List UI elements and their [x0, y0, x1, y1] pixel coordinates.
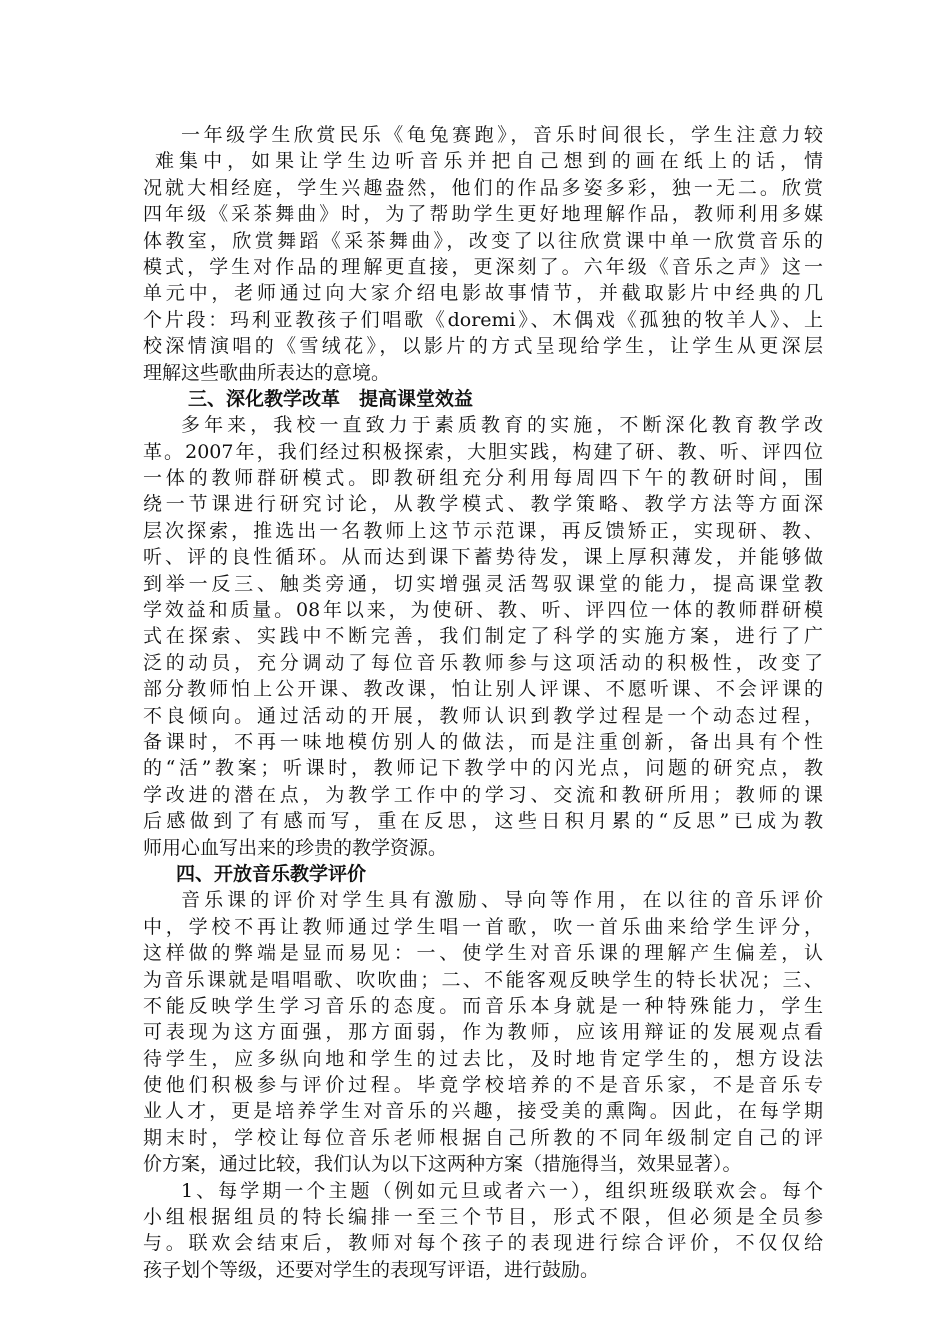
paragraph-line: 师用心血写出来的珍贵的教学资源。 [143, 836, 448, 859]
paragraph-4 [143, 1178, 823, 1284]
paragraph-line: 难集中，如果让学生边听音乐并把自己想到的画在纸上的话，情 [155, 150, 823, 173]
document-body [143, 122, 823, 1283]
paragraph-line: 使他们积极参与评价过程。毕竟学校培养的不是音乐家，不是音乐专 [143, 1074, 823, 1097]
paragraph-line: 校深情演唱的《雪绒花》，以影片的方式呈现给学生，让学生从更深层 [143, 335, 823, 358]
paragraph-line: 孩子划个等级，还要对学生的表现写评语，进行鼓励。 [143, 1258, 600, 1281]
paragraph-line: 多年来，我校一直致力于素质教育的实施，不断深化教育教学改 [181, 414, 823, 437]
paragraph-line: 学效益和质量。08年以来，为使研、教、听、评四位一体的教师群研模 [143, 599, 823, 622]
paragraph-line: 期末时，学校让每位音乐老师根据自己所教的不同年级制定自己的评 [143, 1126, 823, 1149]
paragraph-line: 备课时，不再一味地模仿别人的做法，而是注重创新，备出具有个性 [143, 730, 823, 753]
paragraph-line: 听、评的良性循环。从而达到课下蓄势待发，课上厚积薄发，并能够做 [143, 546, 823, 569]
paragraph-2 [143, 412, 823, 861]
paragraph-line: 式在探索、实践中不断完善，我们制定了科学的实施方案，进行了广 [143, 625, 823, 648]
paragraph-line: 个片段：玛利亚教孩子们唱歌《doremi》、木偶戏《孤独的牧羊人》、上 [143, 308, 823, 331]
paragraph-line: 可表现为这方面强，那方面弱，作为教师，应该用辩证的发展观点看 [143, 1021, 823, 1044]
paragraph-line: 体教室，欣赏舞蹈《采茶舞曲》，改变了以往欣赏课中单一欣赏音乐的 [143, 229, 823, 252]
paragraph-line: 待学生，应多纵向地和学生的过去比，及时地肯定学生的，想方设法 [143, 1047, 823, 1070]
paragraph-line: 一体的教师群研模式。即教研组充分利用每周四下午的教研时间，围 [143, 467, 823, 490]
paragraph-line: 不良倾向。通过活动的开展，教师认识到教学过程是一个动态过程， [143, 704, 823, 727]
paragraph-line: 这样做的弊端是显而易见：一、使学生对音乐课的理解产生偏差，认 [143, 942, 823, 965]
paragraph-line: 到举一反三、触类旁通，切实增强灵活驾驭课堂的能力，提高课堂教 [143, 572, 823, 595]
paragraph-line: 中，学校不再让教师通过学生唱一首歌，吹一首乐曲来给学生评分， [143, 915, 823, 938]
paragraph-1 [143, 122, 823, 386]
paragraph-line: 部分教师怕上公开课、教改课，怕让别人评课、不愿听课、不会评课的 [143, 678, 823, 701]
paragraph-line: 层次探索，推选出一名教师上这节示范课，再反馈矫正，实现研、教、 [143, 519, 823, 542]
paragraph-line: 小组根据组员的特长编排一至三个节目，形式不限，但必须是全员参 [143, 1206, 823, 1229]
paragraph-line: 与。联欢会结束后，教师对每个孩子的表现进行综合评价，不仅仅给 [143, 1232, 823, 1255]
paragraph-line: 理解这些歌曲所表达的意境。 [143, 361, 391, 384]
paragraph-line: 绕一节课进行研究讨论，从教学模式、教学策略、教学方法等方面深 [143, 493, 823, 516]
paragraph-line: 的“活”教案；听课时，教师记下教学中的闪光点，问题的研究点，教 [143, 757, 823, 780]
paragraph-3 [143, 887, 823, 1177]
paragraph-line: 音乐课的评价对学生具有激励、导向等作用，在以往的音乐评价 [181, 889, 823, 912]
paragraph-line: 一年级学生欣赏民乐《龟兔赛跑》，音乐时间很长，学生注意力较 [181, 124, 823, 146]
paragraph-line: 况就大相经庭，学生兴趣盎然，他们的作品多姿多彩，独一无二。欣赏 [143, 176, 823, 199]
paragraph-line: 模式，学生对作品的理解更直接，更深刻了。六年级《音乐之声》这一 [143, 255, 823, 278]
paragraph-line: 后感做到了有感而写，重在反思，这些日积月累的“反思”已成为教 [143, 810, 823, 833]
paragraph-line: 泛的动员，充分调动了每位音乐教师参与这项活动的积极性，改变了 [143, 651, 823, 674]
paragraph-line: 1、每学期一个主题（例如元旦或者六一），组织班级联欢会。每个 [181, 1179, 823, 1202]
paragraph-line: 价方案，通过比较，我们认为以下这两种方案（措施得当，效果显著）。 [143, 1153, 742, 1176]
section-heading-3: 三、深化教学改革 提高课堂效益 [188, 387, 474, 410]
paragraph-line: 为音乐课就是唱唱歌、吹吹曲；二、不能客观反映学生的特长状况；三、 [143, 968, 823, 991]
paragraph-line: 革。2007年，我们经过积极探索，大胆实践，构建了研、教、听、评四位 [143, 440, 823, 463]
paragraph-line: 业人才，更是培养学生对音乐的兴趣，接受美的熏陶。因此，在每学期 [143, 1100, 823, 1123]
section-heading-4: 四、开放音乐教学评价 [176, 862, 367, 885]
paragraph-line: 不能反映学生学习音乐的态度。而音乐本身就是一种特殊能力，学生 [143, 994, 823, 1017]
paragraph-line: 学改进的潜在点，为教学工作中的学习、交流和教研所用；教师的课 [143, 783, 823, 806]
paragraph-line: 四年级《采茶舞曲》时，为了帮助学生更好地理解作品，教师利用多媒 [143, 203, 823, 226]
paragraph-line: 单元中，老师通过向大家介绍电影故事情节，并截取影片中经典的几 [143, 282, 823, 305]
